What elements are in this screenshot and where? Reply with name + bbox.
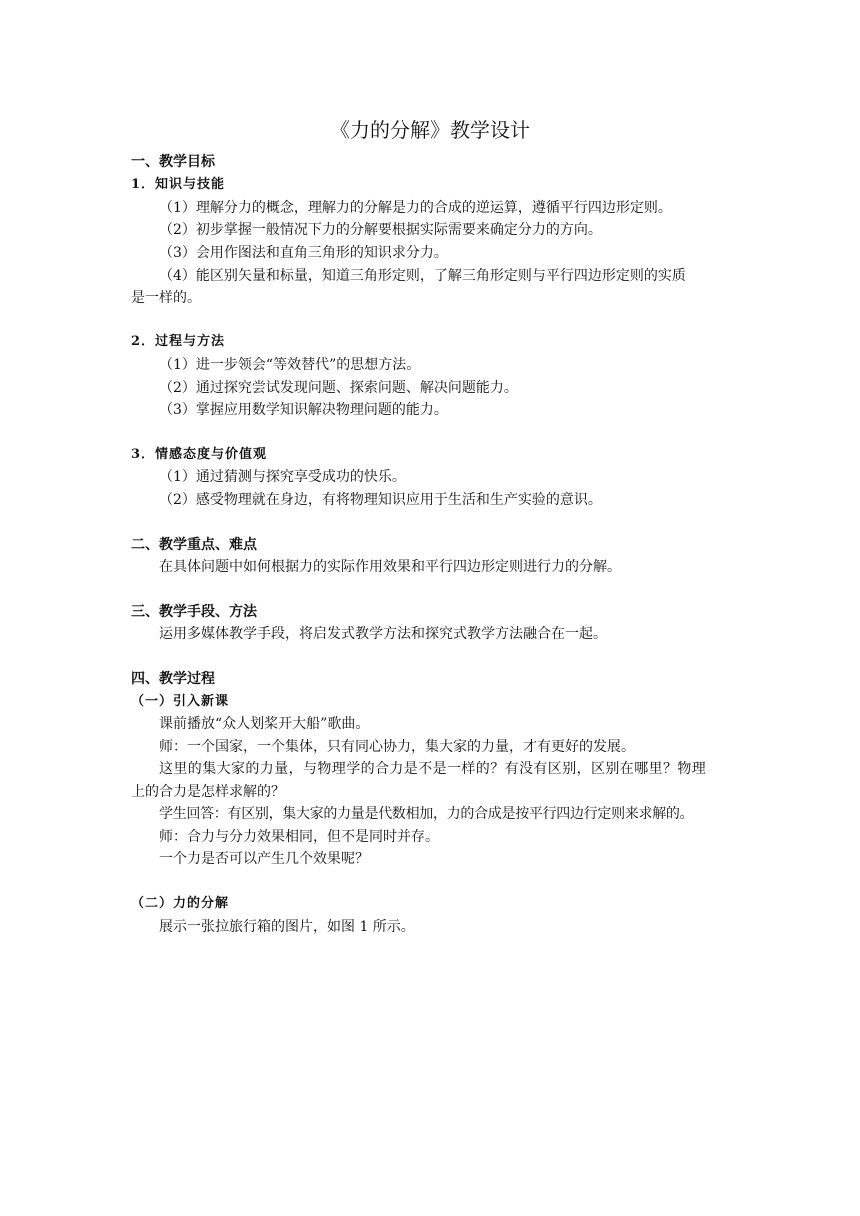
subheading-introduction: （一）引入新课 bbox=[131, 694, 230, 709]
section-heading-key-points: 二、教学重点、难点 bbox=[131, 537, 257, 553]
paragraph-line: （1）理解分力的概念，理解力的分解是力的合成的逆运算，遵循平行四边形定则。 bbox=[159, 200, 672, 216]
paragraph-line: 学生回答：有区别，集大家的力量是代数相加，力的合成是按平行四边行定则来求解的。 bbox=[159, 806, 694, 822]
subheading-process-methods: 2．过程与方法 bbox=[131, 334, 226, 349]
paragraph-line: （2）通过探究尝试发现问题、探索问题、解决问题能力。 bbox=[159, 380, 518, 396]
paragraph-line: 上的合力是怎样求解的？ bbox=[131, 784, 285, 800]
subheading-attitude-values: 3．情感态度与价值观 bbox=[131, 447, 268, 462]
paragraph-line: （3）会用作图法和直角三角形的知识求分力。 bbox=[159, 245, 448, 261]
paragraph-line: 师：一个国家，一个集体，只有同心协力，集大家的力量，才有更好的发展。 bbox=[159, 739, 635, 755]
subheading-force-decomposition: （二）力的分解 bbox=[131, 896, 230, 911]
paragraph-line: （3）掌握应用数学知识解决物理问题的能力。 bbox=[159, 402, 448, 418]
paragraph-line: 这里的集大家的力量，与物理学的合力是不是一样的？有没有区别，区别在哪里？物理 bbox=[159, 761, 707, 777]
section-heading-objectives: 一、教学目标 bbox=[131, 154, 215, 170]
paragraph-line: 运用多媒体教学手段，将启发式教学方法和探究式教学方法融合在一起。 bbox=[159, 626, 607, 642]
subheading-knowledge-skills: 1．知识与技能 bbox=[131, 177, 226, 192]
paragraph-line: （1）进一步领会“等效替代”的思想方法。 bbox=[159, 357, 421, 373]
paragraph-line: （4）能区别矢量和标量，知道三角形定则，了解三角形定则与平行四边形定则的实质 bbox=[159, 268, 686, 284]
section-heading-means-methods: 三、教学手段、方法 bbox=[131, 604, 257, 620]
paragraph-line: （1）通过猜测与探究享受成功的快乐。 bbox=[159, 469, 406, 485]
paragraph-line: 一个力是否可以产生几个效果呢？ bbox=[159, 851, 369, 867]
section-heading-teaching-process: 四、教学过程 bbox=[131, 671, 215, 687]
paragraph-line: （2）感受物理就在身边，有将物理知识应用于生活和生产实验的意识。 bbox=[159, 492, 602, 508]
paragraph-line: 在具体问题中如何根据力的实际作用效果和平行四边形定则进行力的分解。 bbox=[159, 559, 621, 575]
paragraph-line: （2）初步掌握一般情况下力的分解要根据实际需要来确定分力的方向。 bbox=[159, 222, 602, 238]
paragraph-line: 课前播放“众人划桨开大船”歌曲。 bbox=[159, 716, 370, 732]
paragraph-line: 师：合力与分力效果相同，但不是同时并存。 bbox=[159, 829, 439, 845]
paragraph-line: 是一样的。 bbox=[131, 290, 201, 306]
document-title: 《力的分解》教学设计 bbox=[330, 118, 530, 142]
paragraph-line: 展示一张拉旅行箱的图片，如图 1 所示。 bbox=[159, 919, 415, 935]
